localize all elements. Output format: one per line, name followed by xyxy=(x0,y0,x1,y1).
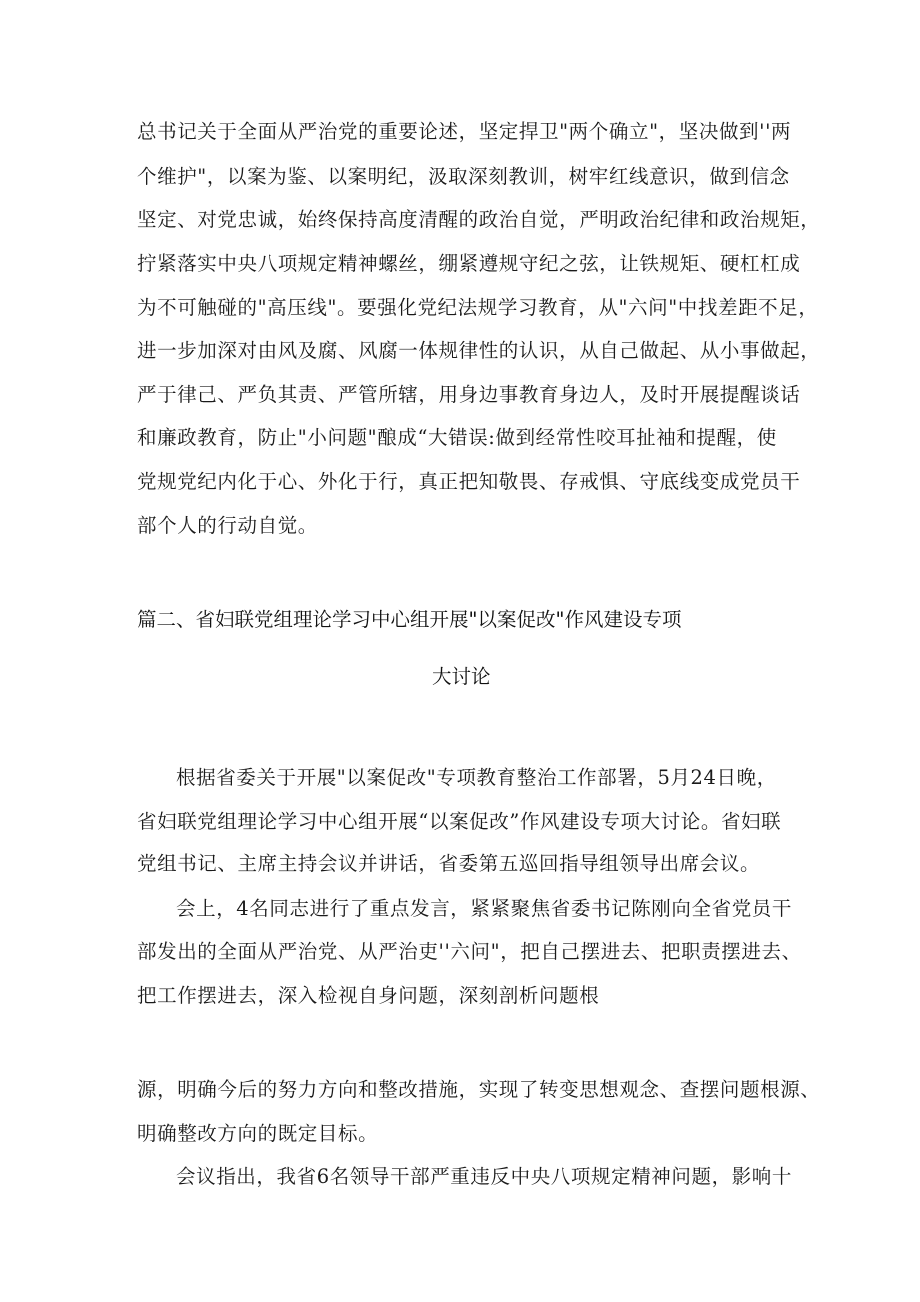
text-line: 省妇联党组理论学习中心组开展“以案促改”作风建设专项大讨论。省妇联 xyxy=(137,810,782,833)
text-line: 把工作摆进去，深入检视自身问题，深刻剖析问题根 xyxy=(137,984,600,1007)
text-line: 总书记关于全面从严治党的重要论述，坚定捍卫"两个确立"，坚决做到''两 xyxy=(137,120,792,143)
text-line: 为不可触碰的"高压线"。要强化党纪法规学习教育，从"六问"中找差距不足， xyxy=(137,296,819,319)
text-line: 严于律己、严负其责、严管所辖，用身边事教育身边人，及时开展提醒谈话 xyxy=(137,383,801,406)
text-line: 明确整改方向的既定目标。 xyxy=(137,1122,379,1145)
text-line: 党组书记、主席主持会议并讲话，省委第五巡回指导组领导出席会议。 xyxy=(137,852,761,875)
text-line: 进一步加深对由风及腐、风腐一体规律性的认识，从自己做起、从小事做起， xyxy=(137,339,821,362)
heading-line-2: 大讨论 xyxy=(432,665,491,688)
text-line: 会上，4名同志进行了重点发言，紧紧聚焦省委书记陈刚向全省党员干 xyxy=(176,897,793,920)
text-line: 拧紧落实中央八项规定精神螺丝，绷紧遵规守纪之弦，让铁规矩、硬杠杠成 xyxy=(137,252,801,275)
text-line: 坚定、对党忠诚，始终保持高度清醒的政治自觉，严明政治纪律和政治规矩， xyxy=(137,208,821,231)
text-line: 会议指出，我省6名领导干部严重违反中央八项规定精神问题，影响十 xyxy=(176,1165,793,1188)
text-line: 个维护"，以案为鉴、以案明纪，汲取深刻教训，树牢红线意识，做到信念 xyxy=(137,165,790,188)
text-line: 党规党纪内化于心、外化于行，真正把知敬畏、存戒惧、守底线变成党员干 xyxy=(137,470,801,493)
text-line: 根据省委关于开展"以案促改"专项教育整治工作部署，5月24日晚， xyxy=(176,766,777,789)
heading-line-1: 篇二、省妇联党组理论学习中心组开展"以案促改"作风建设专项 xyxy=(137,608,682,631)
text-line: 源，明确今后的努力方向和整改措施，实现了转变思想观念、查摆问题根源、 xyxy=(137,1078,821,1101)
text-line: 和廉政教育，防止"小问题"酿成“大错误:做到经常性咬耳扯袖和提醒，使 xyxy=(137,426,777,449)
text-line: 部发出的全面从严治党、从严治吏''六问"，把自己摆进去、把职责摆进去、 xyxy=(137,940,802,963)
text-line: 部个人的行动自觉。 xyxy=(137,514,318,537)
